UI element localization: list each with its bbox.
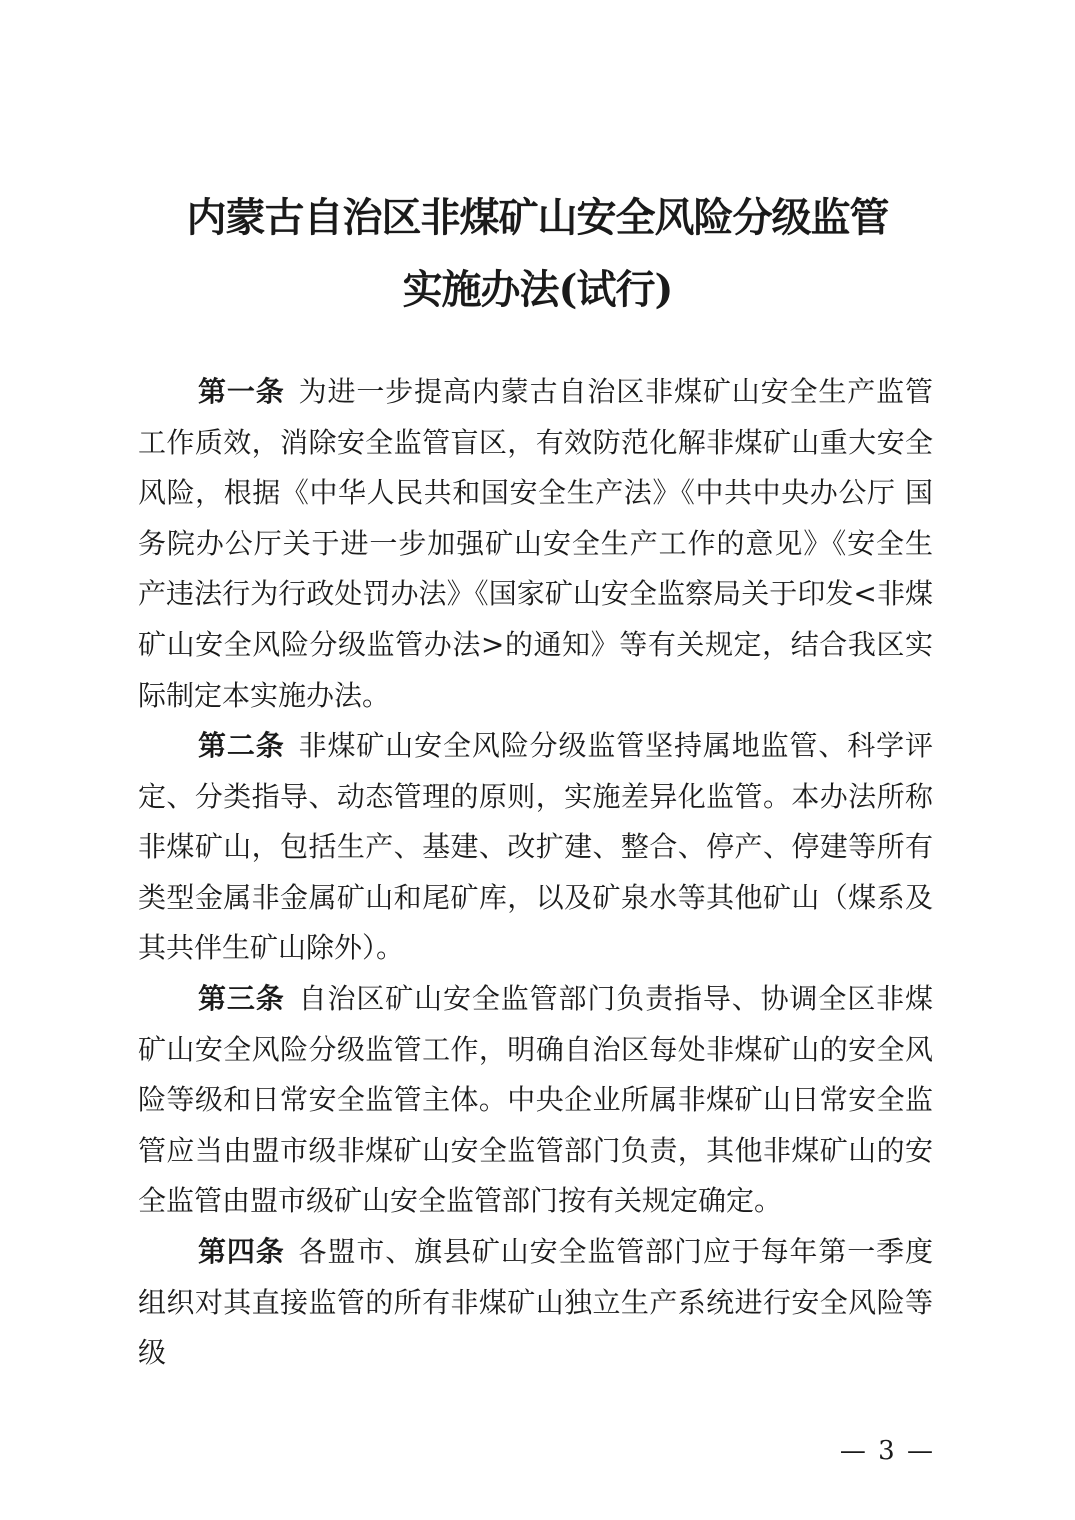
article-heading: 第四条 xyxy=(198,1235,285,1268)
article-2 xyxy=(138,721,933,974)
article-text: 各盟市、旗县矿山安全监管部门应于每年第一季度组织对其直接监管的所有非煤矿山独立生产系统进行安全风险等级 xyxy=(138,1235,933,1370)
article-1 xyxy=(138,367,933,721)
document-title-line-2: 实施办法(试行) xyxy=(402,266,673,313)
article-text: 自治区矿山安全监管部门负责指导、协调全区非煤矿山安全风险分级监管工作，明确自治区每处非煤矿山的安全风险等级和日常安全监管主体。中央企业所属非煤矿山日常安全监管应当由盟市级非煤矿山安全监管部门负责，其他非煤矿山的安全监管由盟市级矿山安全监管部门按有关规定确定。 xyxy=(138,982,933,1218)
article-heading: 第三条 xyxy=(198,982,285,1015)
article-heading: 第一条 xyxy=(198,375,285,408)
article-3 xyxy=(138,974,933,1227)
article-text: 为进一步提高内蒙古自治区非煤矿山安全生产监管工作质效，消除安全监管盲区，有效防范化解非煤矿山重大安全风险，根据《中华人民共和国安全生产法》《中共中央办公厅 国务院办公厅关于进一步加强矿山安全生产工作的意见》《安全生产违法行为行政处罚办法》《国家矿山安全监察局关于印发<非煤矿山安全风险分级监管办法>的通知》等有关规定，结合我区实际制定本实施办法。 xyxy=(138,375,933,712)
document-title-line-1: 内蒙古自治区非煤矿山安全风险分级监管 xyxy=(186,194,889,241)
article-text: 非煤矿山安全风险分级监管坚持属地监管、科学评定、分类指导、动态管理的原则，实施差异化监管。本办法所称非煤矿山，包括生产、基建、改扩建、整合、停产、停建等所有类型金属非金属矿山和尾矿库，以及矿泉水等其他矿山（煤系及其共伴生矿山除外）。 xyxy=(138,729,933,965)
page-number: — 3 — xyxy=(839,1436,935,1466)
article-heading: 第二条 xyxy=(198,729,285,762)
article-4 xyxy=(138,1227,933,1379)
